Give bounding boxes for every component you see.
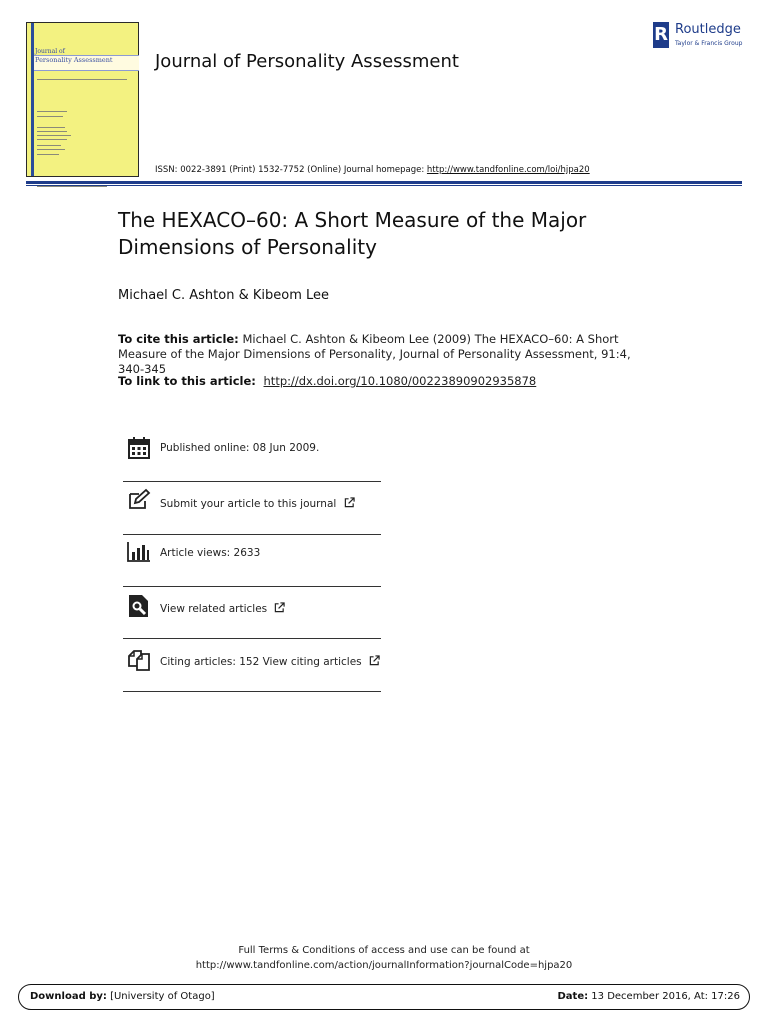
citing-articles-link[interactable] <box>160 655 380 668</box>
publisher-name: Routledge <box>675 22 741 37</box>
edit-icon <box>127 488 151 512</box>
submit-article-text: Submit your article to this journal <box>160 498 337 510</box>
cover-line <box>37 154 59 155</box>
cite-label: To cite this article: <box>118 332 239 346</box>
cover-line <box>37 145 61 146</box>
header-rule-thin <box>26 185 742 186</box>
cover-line <box>37 135 71 136</box>
published-online-item <box>123 432 381 484</box>
submit-article-link[interactable] <box>160 497 355 510</box>
article-title: The HEXACO–60: A Short Measure of the Major Dimensions of Personality <box>118 208 587 259</box>
journal-title: Journal of Personality Assessment <box>155 51 459 72</box>
related-articles-item[interactable] <box>123 588 381 640</box>
external-link-icon <box>344 497 355 508</box>
date-value: 13 December 2016, At: 17:26 <box>591 991 740 1002</box>
article-views-text: Article views: 2633 <box>160 547 261 559</box>
cover-line <box>37 127 65 128</box>
citing-articles-item[interactable] <box>123 640 381 692</box>
citation <box>118 332 658 377</box>
link-label: To link to this article: <box>118 374 256 388</box>
terms-notice <box>0 943 768 973</box>
related-articles-link[interactable] <box>160 602 285 615</box>
issn-line <box>155 165 590 175</box>
cover-line <box>37 79 127 80</box>
citing-articles-text: Citing articles: 152 View citing articles <box>160 656 362 668</box>
terms-line-1: Full Terms & Conditions of access and use can be found at <box>238 945 530 956</box>
article-link-line <box>118 374 536 388</box>
journal-homepage-link[interactable]: http://www.tandfonline.com/loi/hjpa20 <box>426 165 590 175</box>
header-rule <box>26 181 742 184</box>
cover-line <box>37 131 67 132</box>
copy-documents-icon <box>127 648 151 672</box>
routledge-mark-icon: R <box>653 22 669 48</box>
info-divider <box>123 534 381 535</box>
download-date <box>557 991 740 1002</box>
bar-chart-icon <box>127 540 151 564</box>
download-label: Download by: <box>30 991 107 1002</box>
terms-line-2[interactable]: http://www.tandfonline.com/action/journalInformation?journalCode=hjpa20 <box>195 960 573 971</box>
cover-spine <box>31 23 34 176</box>
cover-line <box>37 149 65 150</box>
cover-line <box>37 186 107 187</box>
download-by <box>30 991 215 1002</box>
related-articles-text: View related articles <box>160 603 268 615</box>
external-link-icon <box>369 655 380 666</box>
cover-title: Personality Assessment <box>35 56 113 64</box>
cite-text: Michael C. Ashton & Kibeom Lee (2009) The HEXACO–60: A Short Measure of the Major Dimensions of Personality, Journal of Personality Assessment, 91:4, 340-345 <box>118 332 631 376</box>
article-authors: Michael C. Ashton & Kibeom Lee <box>118 288 330 303</box>
publisher-subtitle: Taylor & Francis Group <box>675 40 743 47</box>
date-label: Date: <box>557 991 589 1002</box>
issn-text: ISSN: 0022-3891 (Print) 1532-7752 (Online) Journal homepage: <box>155 165 425 175</box>
info-divider <box>123 638 381 639</box>
download-value: [University of Otago] <box>110 991 215 1002</box>
published-online-text: Published online: 08 Jun 2009. <box>160 442 320 454</box>
external-link-icon <box>274 602 285 613</box>
routledge-logo <box>653 22 748 52</box>
search-document-icon <box>127 594 151 618</box>
doi-link[interactable]: http://dx.doi.org/10.1080/00223890902935878 <box>263 374 537 388</box>
info-divider <box>123 481 381 482</box>
cover-line <box>37 111 67 112</box>
info-divider <box>123 691 381 692</box>
cover-title-small: Journal of <box>35 48 65 55</box>
cover-line <box>37 139 67 140</box>
calendar-icon <box>127 436 151 460</box>
article-views-item <box>123 536 381 588</box>
download-info-bar <box>18 984 750 1010</box>
journal-cover-image <box>26 22 139 177</box>
cover-line <box>37 116 63 117</box>
info-divider <box>123 586 381 587</box>
submit-article-item[interactable] <box>123 484 381 536</box>
